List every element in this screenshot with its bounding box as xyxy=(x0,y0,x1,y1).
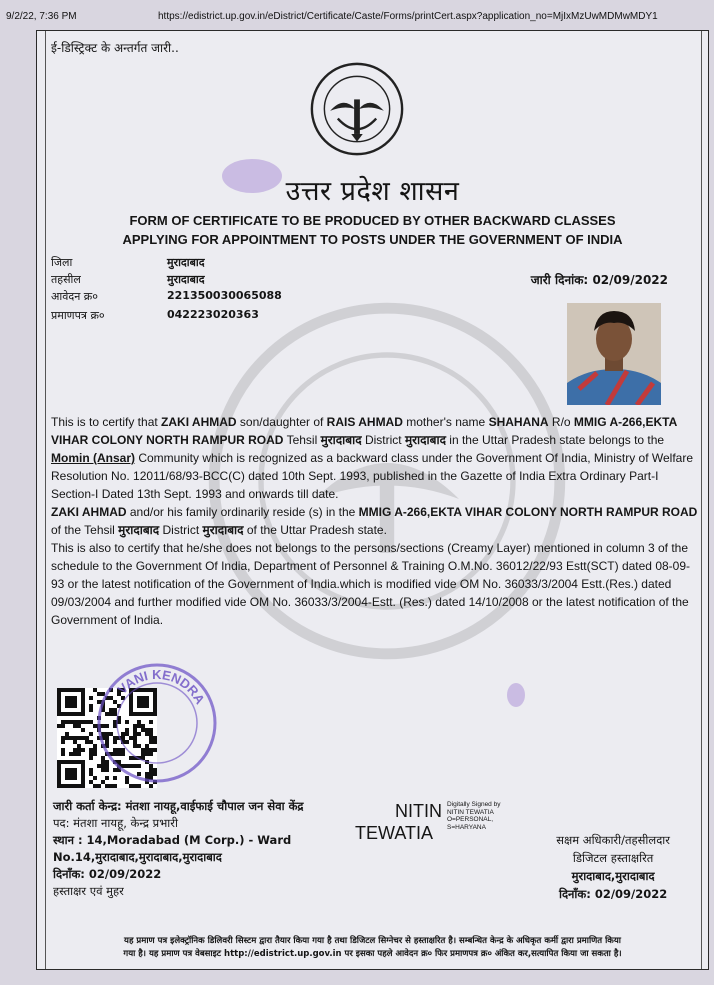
signature-details xyxy=(447,801,527,831)
issuer-place-line-1: स्थान : 14,Moradabad (M Corp.) - Ward xyxy=(53,833,292,847)
form-title-line-2: APPLYING FOR APPOINTMENT TO POSTS UNDER THE GOVERNMENT OF INDIA xyxy=(122,232,623,247)
verification-footer xyxy=(57,935,688,961)
issue-date-label: जारी दिनांक: xyxy=(530,273,589,287)
form-title xyxy=(37,211,708,249)
field-label-district: जिला xyxy=(51,256,73,269)
issuer-block xyxy=(53,798,304,900)
body-text: of the Uttar Pradesh state. xyxy=(243,523,387,537)
body-district: मुरादाबाद xyxy=(404,433,446,447)
field-value-tehsil: मुरादाबाद xyxy=(167,273,205,286)
signature-note: NITIN TEWATIA xyxy=(447,808,494,816)
signature-note: S=HARYANA xyxy=(447,823,486,831)
svg-text:VANI KENDRA: VANI KENDRA xyxy=(114,666,208,707)
applicant-name: ZAKI AHMAD xyxy=(51,505,127,519)
print-datetime: 9/2/22, 7:36 PM xyxy=(6,11,77,22)
jan-seva-kendra-stamp-icon xyxy=(95,661,219,785)
body-text: Tehsil xyxy=(283,433,321,447)
body-paragraph-2 xyxy=(51,503,703,539)
signature-last-name: TEWATIA xyxy=(355,823,433,843)
issuer-sign-seal: हस्ताक्षर एवं मुहर xyxy=(53,884,124,898)
field-value-application-no: 221350030065088 xyxy=(167,289,282,302)
issuer-post: पद: मंतशा नायहू, केन्द्र प्रभारी xyxy=(53,816,178,830)
field-label-certificate-no: प्रमाणपत्र क्र० xyxy=(51,309,105,322)
body-text: son/daughter of xyxy=(236,415,327,429)
field-value-certificate-no: 042223020363 xyxy=(167,308,259,321)
certificate-body xyxy=(51,413,703,629)
issue-date xyxy=(531,271,668,288)
mother-name: SHAHANA xyxy=(488,415,549,429)
father-name: RAIS AHMAD xyxy=(326,415,403,429)
community-name: Momin (Ansar) xyxy=(51,451,135,465)
body-text: R/o xyxy=(548,415,574,429)
certificate-sheet xyxy=(36,30,709,970)
residence-address: MMIG A-266,EKTA VIHAR COLONY NORTH RAMPUR ROAD xyxy=(358,505,698,519)
signature-note: O=PERSONAL, xyxy=(447,816,494,823)
issuer-centre: जारी कर्ता केन्द्र: मंतशा नायहू,वाईफाई चौपाल जन सेवा केंद्र xyxy=(53,799,304,813)
body-tehsil: मुरादाबाद xyxy=(320,433,362,447)
body-text: District xyxy=(361,433,405,447)
body-text: Community which is recognized as a backward class under the Government Of India, Ministry of Welfare Resolution No. 12011/68/93-BCC(C) dated 10th Sept. 1993, published in the Gazette of India Extra Ordinary Part-I Section-I Dated 13th Sept. 1993 and onwards till date. xyxy=(51,451,694,501)
field-label-tehsil: तहसील xyxy=(51,273,81,286)
body-paragraph-1 xyxy=(51,413,703,503)
authority-place: मुरादाबाद,मुरादाबाद xyxy=(571,869,655,883)
body-district: मुरादाबाद xyxy=(202,523,244,537)
issue-date-value: 02/09/2022 xyxy=(592,273,668,287)
field-value-district: मुरादाबाद xyxy=(167,256,205,269)
body-text: This is to certify that xyxy=(51,415,162,429)
up-govt-emblem-icon xyxy=(309,61,405,157)
applicant-name: ZAKI AHMAD xyxy=(161,415,237,429)
applicant-photo xyxy=(567,303,661,405)
body-tehsil: मुरादाबाद xyxy=(118,523,160,537)
signature-first-name: NITIN xyxy=(395,801,442,821)
form-title-line-1: FORM OF CERTIFICATE TO BE PRODUCED BY OTHER BACKWARD CLASSES xyxy=(129,213,616,228)
footer-line-1: यह प्रमाण पत्र इलेक्ट्रॉनिक डिलिवरी सिस्टम द्वारा तैयार किया गया है तथा डिजिटल सिग्नेचर से हस्ताक्षरित है। सम्बन्धित केन्द्र के अधिकृत कर्मी द्वारा प्रमाणित किया xyxy=(124,936,621,946)
authority-date: दिनाँक: 02/09/2022 xyxy=(558,887,668,901)
body-text: in the Uttar Pradesh state belongs to the xyxy=(445,433,665,447)
print-url: https://edistrict.up.gov.in/eDistrict/Certificate/Caste/Forms/printCert.aspx?application_no=MjIxMzUwMDMwMDY1 xyxy=(158,11,658,22)
issuer-place-line-2: No.14,मुरादाबाद,मुरादाबाद,मुरादाबाद xyxy=(53,850,222,864)
body-text: District xyxy=(159,523,203,537)
body-text: and/or his family ordinarily reside (s) in the xyxy=(126,505,359,519)
field-label-application-no: आवेदन क्र० xyxy=(51,290,98,303)
ink-smudge xyxy=(507,683,525,707)
issuer-date: दिनाँक: 02/09/2022 xyxy=(53,867,162,881)
applicant-photo-icon xyxy=(567,303,661,405)
body-paragraph-3: This is also to certify that he/she does not belongs to the persons/sections (Creamy Layer) mentioned in column 3 of the schedule to the Government Of India, Department of Personnel & Training O.M.No. 36012/22/93 Estt(SCT) dated 08-09-93 or the latest notification of the Government of India.which is modified vide OM No. 36033/3/2004 Estt.(Res.) dated 09/03/2004 and further modified vide OM No. 36033/3/2004-Estt. (Res.) dated 14/10/2008 or the latest notification of the Government of India. xyxy=(51,541,691,627)
signature-note: Digitally Signed by xyxy=(447,801,501,808)
applicant-address: MMIG A-266,EKTA VIHAR COLONY NORTH RAMPUR ROAD xyxy=(51,415,677,447)
authority-title: सक्षम अधिकारी/तहसीलदार xyxy=(556,833,670,847)
browser-print-header xyxy=(6,11,708,25)
government-title: उत्तर प्रदेश शासन xyxy=(285,176,460,207)
body-text: of the Tehsil xyxy=(51,523,119,537)
competent-authority-block xyxy=(556,831,670,903)
edistrict-header-note: ई-डिस्ट्रिक्ट के अन्तर्गत जारी.. xyxy=(51,41,179,55)
authority-digital-sign: डिजिटल हस्ताक्षरित xyxy=(572,851,654,865)
body-text: mother's name xyxy=(402,415,489,429)
footer-line-2: गया है। यह प्रमाण पत्र वेबसाइट http://edistrict.up.gov.in पर इसका पहले आवेदन क्र० फिर प्रमाणपत्र क्र० अंकित कर,सत्यापित किया जा सकता है। xyxy=(123,949,622,959)
